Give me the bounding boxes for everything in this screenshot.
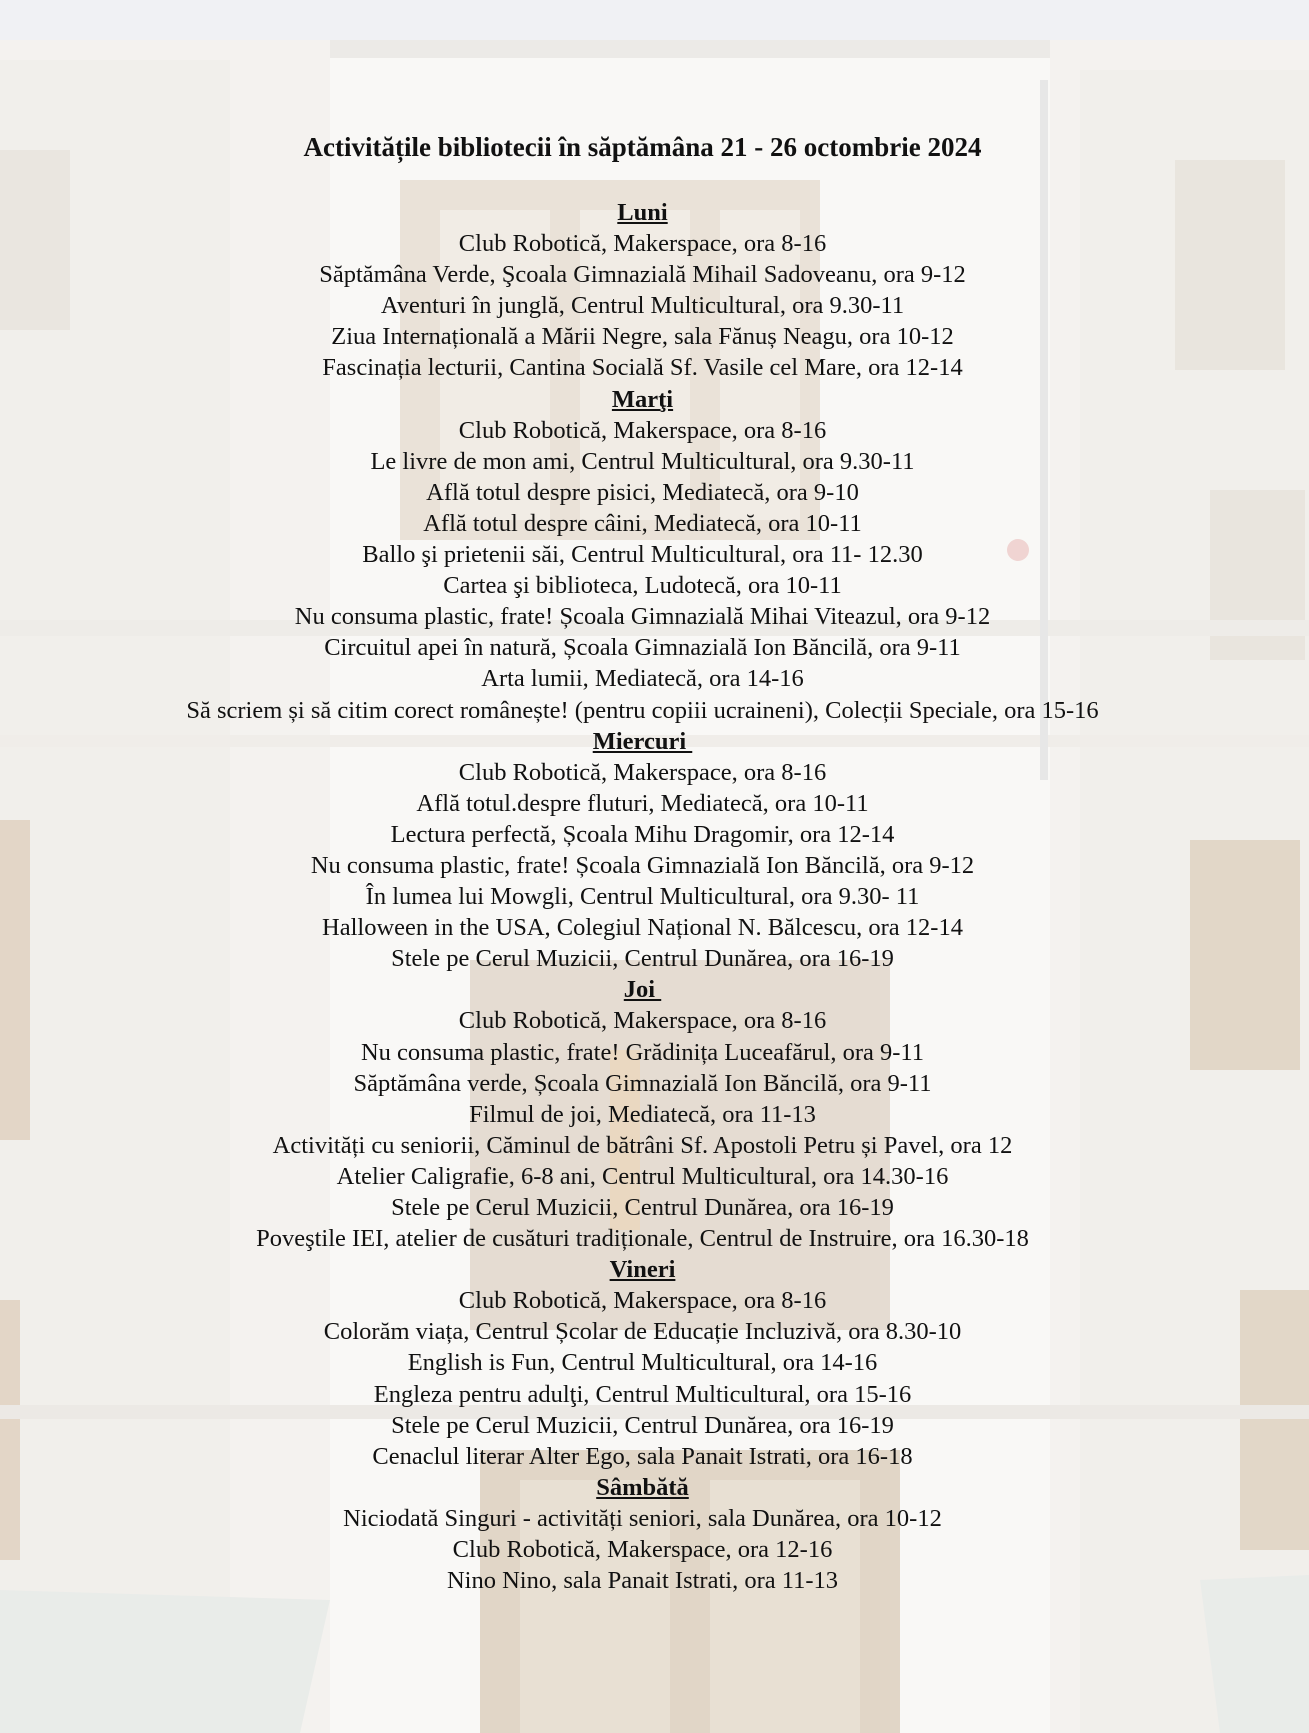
event-item: Halloween in the USA, Colegiul Național N. Bălcescu, ora 12-14 <box>322 914 963 942</box>
event-item: Ballo şi prietenii săi, Centrul Multicultural, ora 11- 12.30 <box>362 541 923 569</box>
day-block-luni <box>0 197 1285 384</box>
event-item: Aventuri în junglă, Centrul Multicultural, ora 9.30-11 <box>380 292 905 320</box>
event-item: Club Robotică, Makerspace, ora 8-16 <box>458 1007 827 1035</box>
document-title: Activitățile bibliotecii în săptămâna 21 - 26 octombrie 2024 <box>303 132 982 162</box>
day-block-marti <box>0 384 1285 726</box>
event-item: Află totul despre pisici, Mediatecă, ora 9-10 <box>426 478 859 506</box>
weekly-schedule <box>0 197 1285 1596</box>
event-item: Nu consuma plastic, frate! Școala Gimnazială Ion Băncilă, ora 9-12 <box>310 851 975 879</box>
event-item: Le livre de mon ami, Centrul Multicultural, ora 9.30-11 <box>370 447 915 475</box>
day-block-joi <box>0 974 1285 1254</box>
event-item: Cartea şi biblioteca, Ludotecă, ora 10-11 <box>443 572 842 600</box>
event-item: Niciodată Singuri - activități seniori, sala Dunărea, ora 10-12 <box>343 1504 942 1532</box>
event-item: Atelier Caligrafie, 6-8 ani, Centrul Multicultural, ora 14.30-16 <box>336 1162 949 1190</box>
day-block-vineri <box>0 1254 1285 1472</box>
event-item: Nu consuma plastic, frate! Școala Gimnazială Mihai Viteazul, ora 9-12 <box>294 603 991 631</box>
day-heading: Miercuri <box>592 727 693 755</box>
event-item: Nino Nino, sala Panait Istrati, ora 11-13 <box>446 1567 838 1595</box>
day-block-sambata <box>0 1472 1285 1596</box>
event-item: Să scriem și să citim corect românește! (pentru copiii ucraineni), Colecții Speciale, ora 15-16 <box>186 696 1099 724</box>
event-item: Nu consuma plastic, frate! Grădinița Luceafărul, ora 9-11 <box>360 1038 925 1066</box>
day-heading: Marţi <box>611 385 674 413</box>
day-heading: Luni <box>617 199 668 226</box>
event-item: Lectura perfectă, Școala Mihu Dragomir, ora 12-14 <box>390 820 895 848</box>
event-item: Activități cu seniorii, Căminul de bătrâni Sf. Apostoli Petru și Pavel, ora 12 <box>272 1131 1013 1159</box>
event-item: Stele pe Cerul Muzicii, Centrul Dunărea, ora 16-19 <box>391 1411 894 1439</box>
event-item: Cenaclul literar Alter Ego, sala Panait Istrati, ora 16-18 <box>372 1442 913 1470</box>
event-item: Club Robotică, Makerspace, ora 8-16 <box>458 1287 827 1315</box>
event-item: Club Robotică, Makerspace, ora 12-16 <box>452 1536 833 1564</box>
event-item: Stele pe Cerul Muzicii, Centrul Dunărea, ora 16-19 <box>391 945 894 973</box>
event-item: Poveştile IEI, atelier de cusături tradiționale, Centrul de Instruire, ora 16.30-18 <box>256 1225 1029 1253</box>
event-item: Fascinația lecturii, Cantina Socială Sf. Vasile cel Mare, ora 12-14 <box>322 354 963 382</box>
event-item: Club Robotică, Makerspace, ora 8-16 <box>458 230 827 258</box>
day-heading: Vineri <box>609 1256 676 1284</box>
event-item: Arta lumii, Mediatecă, ora 14-16 <box>481 665 804 693</box>
event-item: Club Robotică, Makerspace, ora 8-16 <box>458 758 827 786</box>
day-heading: Sâmbătă <box>596 1473 689 1501</box>
event-item: Ziua Internațională a Mării Negre, sala Fănuș Neagu, ora 10-12 <box>331 323 954 351</box>
event-item: Engleza pentru adulţi, Centrul Multicultural, ora 15-16 <box>373 1380 912 1408</box>
event-item: Club Robotică, Makerspace, ora 8-16 <box>458 416 827 444</box>
event-item: Filmul de joi, Mediatecă, ora 11-13 <box>469 1100 816 1128</box>
event-item: Află totul.despre fluturi, Mediatecă, ora 10-11 <box>416 789 869 817</box>
day-block-miercuri <box>0 726 1285 975</box>
event-item: Află totul despre câini, Mediatecă, ora 10-11 <box>423 509 862 537</box>
event-item: Stele pe Cerul Muzicii, Centrul Dunărea, ora 16-19 <box>391 1194 894 1221</box>
event-item: Săptămâna Verde, Şcoala Gimnazială Mihail Sadoveanu, ora 9-12 <box>319 261 966 289</box>
day-heading: Joi <box>623 976 662 1004</box>
event-item: Săptămâna verde, Școala Gimnazială Ion Băncilă, ora 9-11 <box>353 1069 932 1097</box>
event-item: Colorăm viața, Centrul Școlar de Educație Incluzivă, ora 8.30-10 <box>323 1318 962 1346</box>
event-item: Circuitul apei în natură, Școala Gimnazială Ion Băncilă, ora 9-11 <box>324 634 961 662</box>
event-item: În lumea lui Mowgli, Centrul Multicultural, ora 9.30- 11 <box>365 883 920 911</box>
event-item: English is Fun, Centrul Multicultural, ora 14-16 <box>407 1349 878 1377</box>
